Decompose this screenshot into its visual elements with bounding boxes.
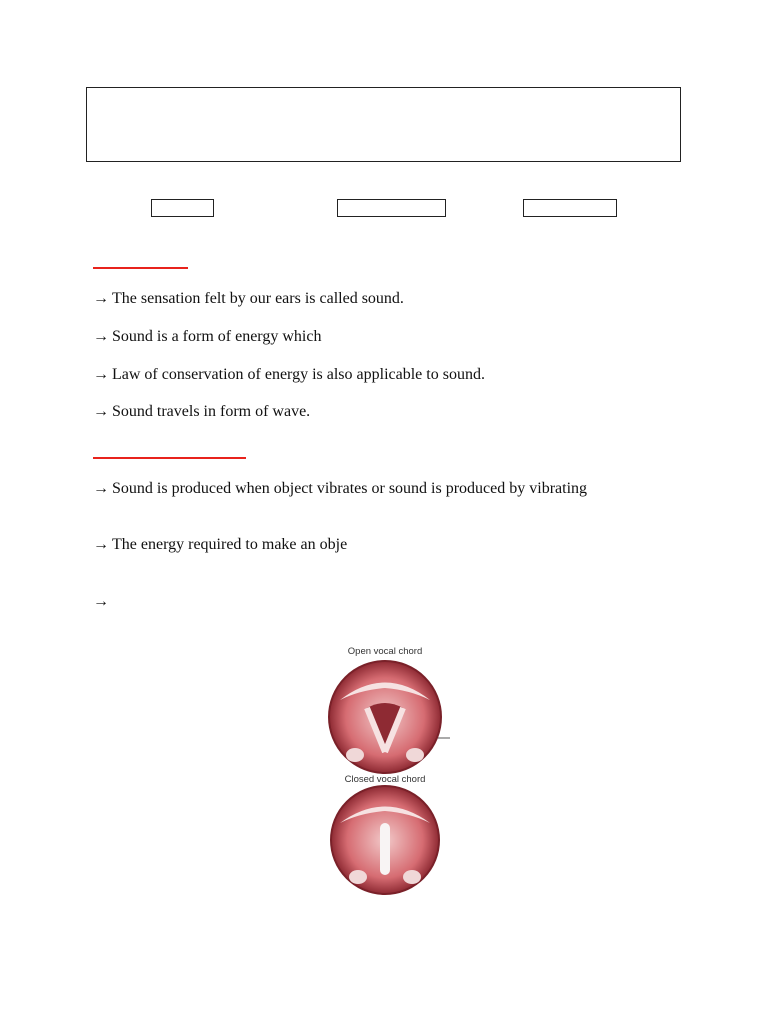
bullet-item	[93, 535, 347, 555]
open-vocal-chord-image	[320, 660, 460, 785]
label-box-3	[523, 199, 617, 217]
open-vocal-chord-caption: Open vocal chord	[347, 646, 423, 657]
bullet-text: The sensation felt by our ears is called sound.	[112, 290, 404, 307]
bullet-text: The energy required to make an obje	[112, 536, 348, 553]
title-box	[86, 87, 681, 162]
bullet-text: Sound is produced when object vibrates or sound is produced by vibrating	[112, 480, 588, 497]
bullet-text: Law of conservation of energy is also applicable to sound.	[112, 366, 485, 383]
arrow-icon: →	[93, 366, 109, 383]
arrow-icon: →	[93, 290, 109, 307]
label-box-1	[151, 199, 214, 217]
bullet-item	[93, 402, 310, 422]
bullet-text: Sound travels in form of wave.	[112, 403, 311, 420]
bullet-item	[93, 289, 404, 309]
vocal-chord-figure	[320, 642, 460, 900]
arrow-icon: →	[93, 328, 109, 345]
arrow-icon: →	[93, 403, 109, 420]
bullet-item	[93, 365, 485, 385]
bullet-item	[93, 592, 112, 612]
bullet-item	[93, 479, 587, 499]
label-box-2	[337, 199, 446, 217]
bullet-item	[93, 327, 321, 347]
arrow-icon: →	[93, 536, 109, 553]
closed-vocal-chord-image	[320, 785, 460, 900]
arrow-icon: →	[93, 480, 109, 497]
heading-underline-2	[93, 457, 246, 459]
heading-underline-1	[93, 267, 188, 269]
closed-vocal-chord-caption: Closed vocal chord	[344, 774, 426, 785]
bullet-text: Sound is a form of energy which	[112, 328, 322, 345]
arrow-icon: →	[93, 593, 109, 610]
